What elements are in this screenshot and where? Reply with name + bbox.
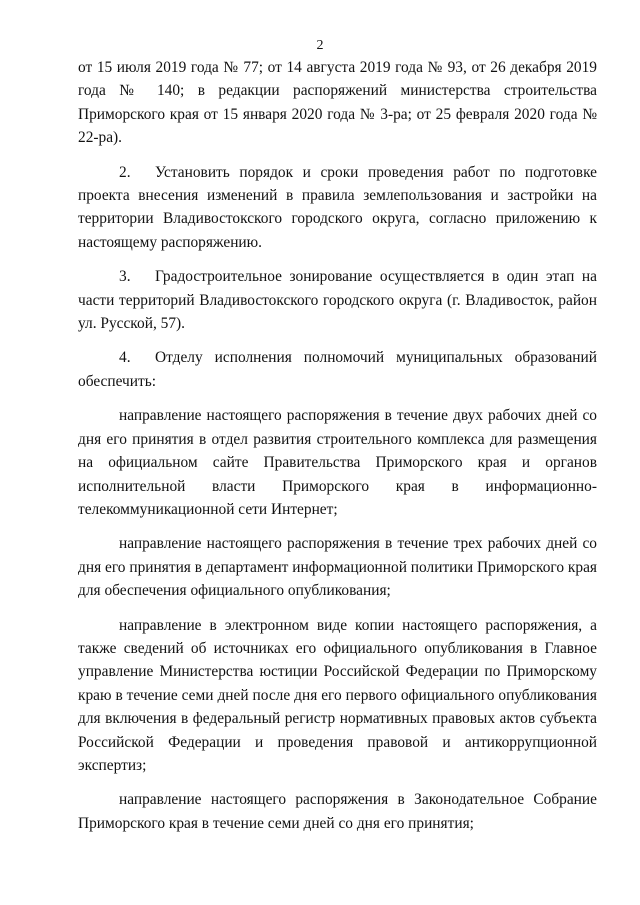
paragraph-item-2 xyxy=(78,161,597,255)
paragraph-text: направление настоящего распоряжения в Законодательное Собрание Приморского края в течение семи дней со дня его принятия; xyxy=(78,791,597,832)
paragraph-text: направление настоящего распоряжения в течение трех рабочих дней со дня его принятия в департамент информационной политики Приморского края для обеспечения официального опубликования; xyxy=(78,535,597,600)
paragraph-continuation xyxy=(78,56,597,150)
item-number: 3. xyxy=(119,268,131,286)
paragraph-item-3 xyxy=(78,265,597,335)
paragraph-subitem-publication-site xyxy=(78,404,597,521)
item-number: 4. xyxy=(119,349,131,367)
paragraph-item-4 xyxy=(78,346,597,393)
paragraph-subitem-justice-ministry xyxy=(78,614,597,778)
item-number: 2. xyxy=(119,163,131,181)
paragraph-subitem-info-policy xyxy=(78,532,597,602)
paragraph-text: Градостроительное зонирование осуществляется в один этап на части территорий Владивостокского городского округа (г. Владивосток, район ул. Русской, 57). xyxy=(78,268,597,333)
paragraph-text: направление настоящего распоряжения в течение двух рабочих дней со дня его принятия в отдел развития строительного комплекса для размещения на официальном сайте Правительства Приморского края и органов исполнительной власти Приморского края в информационно-телекоммуникационной сети Интернет; xyxy=(78,407,597,518)
page-number: 2 xyxy=(316,38,324,53)
paragraph-text: от 15 июля 2019 года № 77; от 14 августа 2019 года № 93, от 26 декабря 2019 года № 140; в редакции распоряжений министерства строительства Приморского края от 15 января 2020 года № 3-ра; от 25 февраля 2020 года № 22-ра). xyxy=(78,59,597,147)
paragraph-text: направление в электронном виде копии настоящего распоряжения, а также сведений об источниках его официального опубликования в Главное управление Министерства юстиции Российской Федерации по Приморскому краю в течение семи дней после дня его первого официального опубликования для включения в федеральный регистр нормативных правовых актов субъекта Российской Федерации и проведения правовой и антикоррупционной экспертиз; xyxy=(78,616,597,774)
paragraph-subitem-legislative-assembly xyxy=(78,788,597,835)
paragraph-text: Установить порядок и сроки проведения работ по подготовке проекта внесения изменений в правила землепользования и застройки на территории Владивостокского городского округа, согласно приложению к настоящему распоряжению. xyxy=(78,163,597,251)
paragraph-text: Отделу исполнения полномочий муниципальных образований обеспечить: xyxy=(78,349,597,390)
document-body xyxy=(78,56,597,846)
